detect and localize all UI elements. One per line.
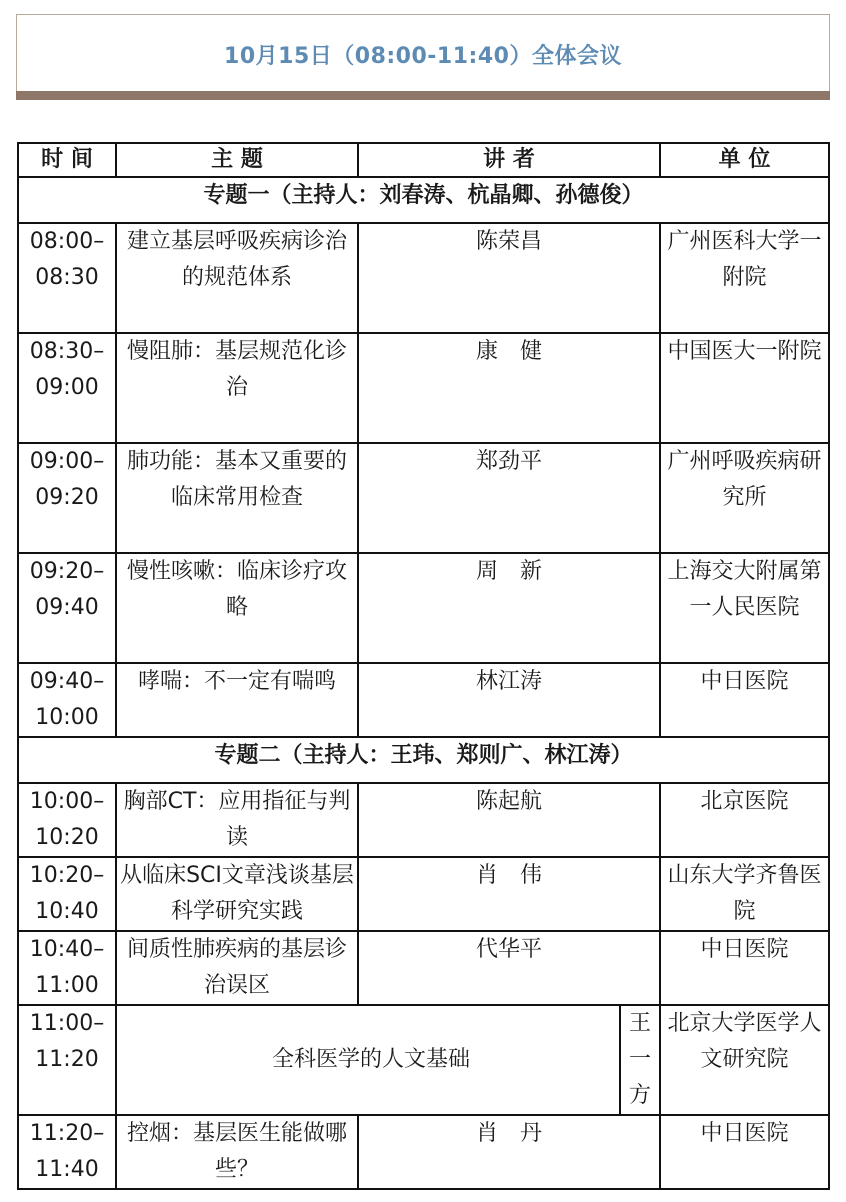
table-row — [18, 443, 829, 553]
topic-speaker-cell — [116, 1005, 660, 1115]
table-row — [18, 223, 829, 333]
table-row — [18, 553, 829, 663]
page-title: 10月15日（08:00-11:40）全体会议 — [224, 44, 622, 69]
unit-cell: 中日医院 — [660, 1115, 829, 1189]
speaker-cell: 肖 丹 — [358, 1115, 660, 1189]
time-cell: 10:20–10:40 — [18, 857, 116, 931]
speaker-cell: 代华平 — [358, 931, 660, 1005]
unit-cell: 广州呼吸疾病研究所 — [660, 443, 829, 553]
section-row — [18, 737, 829, 783]
time-cell: 10:00–10:20 — [18, 783, 116, 857]
speaker-cell: 康 健 — [358, 333, 660, 443]
unit-cell: 广州医科大学一附院 — [660, 223, 829, 333]
column-header-unit: 单 位 — [660, 143, 829, 177]
time-cell: 09:40–10:00 — [18, 663, 116, 737]
table-row — [18, 333, 829, 443]
speaker-cell: 陈起航 — [358, 783, 660, 857]
unit-cell: 山东大学齐鲁医院 — [660, 857, 829, 931]
time-cell: 11:20–11:40 — [18, 1115, 116, 1189]
section-title-1: 专题一（主持人：刘春涛、杭晶卿、孙德俊） — [18, 177, 829, 223]
banner-divider — [16, 91, 830, 100]
topic-cell: 间质性肺疾病的基层诊治误区 — [116, 931, 358, 1005]
unit-cell: 北京大学医学人文研究院 — [660, 1005, 829, 1115]
topic-cell: 建立基层呼吸疾病诊治的规范体系 — [116, 223, 358, 333]
table-row — [18, 663, 829, 737]
column-header-speaker: 讲 者 — [358, 143, 660, 177]
table-row — [18, 857, 829, 931]
unit-cell: 中国医大一附院 — [660, 333, 829, 443]
topic-cell: 肺功能：基本又重要的临床常用检查 — [116, 443, 358, 553]
column-header-time: 时 间 — [18, 143, 116, 177]
table-row — [18, 783, 829, 857]
time-cell: 09:20–09:40 — [18, 553, 116, 663]
time-cell: 11:00–11:20 — [18, 1005, 116, 1115]
section-row — [18, 177, 829, 223]
table-header-row — [18, 143, 829, 177]
table-row — [18, 1005, 829, 1115]
speaker-cell: 王一方 — [619, 1006, 659, 1114]
time-cell: 09:00–09:20 — [18, 443, 116, 553]
topic-cell: 哮喘：不一定有喘鸣 — [116, 663, 358, 737]
time-cell: 08:00–08:30 — [18, 223, 116, 333]
topic-cell: 全科医学的人文基础 — [271, 1047, 470, 1072]
time-cell: 08:30–09:00 — [18, 333, 116, 443]
speaker-cell: 郑劲平 — [358, 443, 660, 553]
table-row — [18, 1115, 829, 1189]
speaker-cell: 肖 伟 — [358, 857, 660, 931]
topic-cell: 慢性咳嗽：临床诊疗攻略 — [116, 553, 358, 663]
speaker-cell: 林江涛 — [358, 663, 660, 737]
header-banner — [16, 14, 830, 100]
topic-cell: 胸部CT：应用指征与判读 — [116, 783, 358, 857]
time-cell: 10:40–11:00 — [18, 931, 116, 1005]
unit-cell: 中日医院 — [660, 931, 829, 1005]
table-row — [18, 931, 829, 1005]
unit-cell: 北京医院 — [660, 783, 829, 857]
topic-cell: 控烟：基层医生能做哪些？ — [116, 1115, 358, 1189]
section-title-2: 专题二（主持人：王玮、郑则广、林江涛） — [18, 737, 829, 783]
schedule-table — [17, 142, 830, 1190]
speaker-cell: 陈荣昌 — [358, 223, 660, 333]
column-header-topic: 主 题 — [116, 143, 358, 177]
topic-cell: 从临床SCI文章浅谈基层科学研究实践 — [116, 857, 358, 931]
topic-cell: 慢阻肺：基层规范化诊治 — [116, 333, 358, 443]
speaker-cell: 周 新 — [358, 553, 660, 663]
unit-cell: 上海交大附属第一人民医院 — [660, 553, 829, 663]
unit-cell: 中日医院 — [660, 663, 829, 737]
